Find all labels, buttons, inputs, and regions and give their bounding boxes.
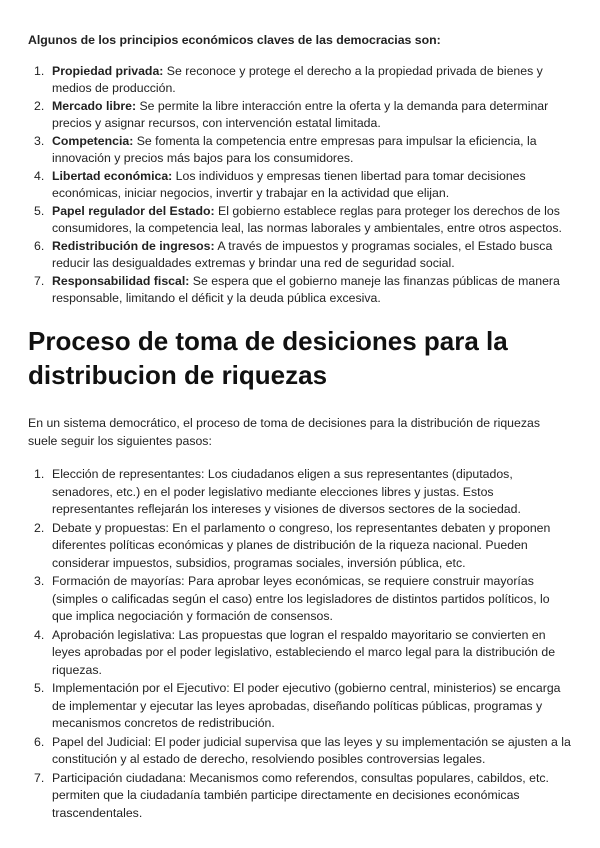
item-text: Los individuos y empresas tienen libertad para tomar decisiones económicas, iniciar negocios, invertir y trabajar en la actividad que elijan. xyxy=(52,169,526,200)
list-item xyxy=(28,770,572,823)
list-item xyxy=(28,466,572,519)
section-heading: Proceso de toma de desiciones para la distribucion de riquezas xyxy=(28,326,508,390)
item-text: Formación de mayorías: Para aprobar leyes económicas, se requiere construir mayorías (simples o calificadas según el caso) entre los legisladores de distintos partidos políticos, lo que implica negociación y formación de consensos. xyxy=(52,574,550,623)
steps-list xyxy=(28,466,572,822)
item-number: 6. xyxy=(34,239,45,253)
item-number: 2. xyxy=(34,520,45,535)
list-item xyxy=(28,98,572,132)
item-number: 5. xyxy=(34,681,45,695)
list-item xyxy=(28,133,572,167)
list-item xyxy=(28,627,572,680)
list-item xyxy=(28,238,572,272)
item-number: 3. xyxy=(34,574,45,588)
intro-title: Algunos de los principios económicos claves de las democracias son: xyxy=(28,33,441,47)
item-number: 4. xyxy=(34,169,45,183)
item-term: Libertad económica: xyxy=(52,169,173,183)
section-lead: En un sistema democrático, el proceso de toma de decisiones para la distribución de riquezas suele seguir los siguientes pasos: xyxy=(28,416,540,448)
principles-list xyxy=(28,63,572,307)
item-text: El gobierno establece reglas para proteger los derechos de los consumidores, la competencia leal, las normas laborales y ambientales, entre otros aspectos. xyxy=(52,204,562,235)
list-item xyxy=(28,680,572,733)
item-number: 1. xyxy=(34,64,45,78)
item-number: 1. xyxy=(34,467,45,481)
item-term: Mercado libre: xyxy=(52,99,137,113)
item-text: Papel del Judicial: El poder judicial supervisa que las leyes y su implementación se ajusten a la constitución y al estado de derecho, resolviendo posibles controversias legales. xyxy=(52,734,571,766)
list-item xyxy=(28,63,572,97)
item-number: 3. xyxy=(34,134,45,148)
list-item xyxy=(28,203,572,237)
item-number: 7. xyxy=(34,274,45,288)
item-text: Implementación por el Ejecutivo: El poder ejecutivo (gobierno central, ministerios) se encarga de implementar y ejecutar las leyes aprobadas, diseñando políticas públicas, programas y mecanismos concretos de redistribución. xyxy=(52,681,561,730)
item-text: Se espera que el gobierno maneje las finanzas públicas de manera responsable, limitando el déficit y la deuda pública excesiva. xyxy=(52,274,560,305)
item-number: 4. xyxy=(34,627,45,642)
item-number: 7. xyxy=(34,770,45,785)
item-number: 5. xyxy=(34,204,45,218)
list-item xyxy=(28,273,572,307)
item-text: A través de impuestos y programas sociales, el Estado busca reducir las desigualdades extremas y brindar una red de seguridad social. xyxy=(52,239,553,270)
item-term: Redistribución de ingresos: xyxy=(52,239,215,253)
list-item xyxy=(28,573,572,626)
list-item xyxy=(28,734,572,769)
item-text: Se reconoce y protege el derecho a la propiedad privada de bienes y medios de producción. xyxy=(52,64,543,95)
item-number: 2. xyxy=(34,99,45,113)
item-term: Propiedad privada: xyxy=(52,64,164,78)
item-term: Papel regulador del Estado: xyxy=(52,204,215,218)
item-term: Competencia: xyxy=(52,134,134,148)
item-text: Elección de representantes: Los ciudadanos eligen a sus representantes (diputados, senadores, etc.) en el poder legislativo mediante elecciones libres y justas. Estos representantes reflejarán los intereses y visiones de diversos sectores de la sociedad. xyxy=(52,467,521,516)
item-text: Participación ciudadana: Mecanismos como referendos, consultas populares, cabildos, etc. permiten que la ciudadanía también participe directamente en decisiones económicas trascendentales. xyxy=(52,770,549,820)
item-number: 6. xyxy=(34,734,45,749)
list-item xyxy=(28,168,572,202)
item-text: Debate y propuestas: En el parlamento o congreso, los representantes debaten y proponen diferentes políticas económicas y planes de distribución de la riqueza nacional. Pueden considerar impuestos, subsidios, programas sociales, inversión pública, etc. xyxy=(52,520,551,570)
item-text: Se permite la libre interacción entre la oferta y la demanda para determinar precios y asignar recursos, con intervención estatal limitada. xyxy=(52,99,549,130)
item-text: Aprobación legislativa: Las propuestas que logran el respaldo mayoritario se convierten en leyes aprobadas por el poder legislativo, estableciendo el marco legal para la distribución de riquezas. xyxy=(52,627,556,677)
item-text: Se fomenta la competencia entre empresas para impulsar la eficiencia, la innovación y precios más bajos para los consumidores. xyxy=(52,134,537,165)
list-item xyxy=(28,520,572,573)
item-term: Responsabilidad fiscal: xyxy=(52,274,190,288)
